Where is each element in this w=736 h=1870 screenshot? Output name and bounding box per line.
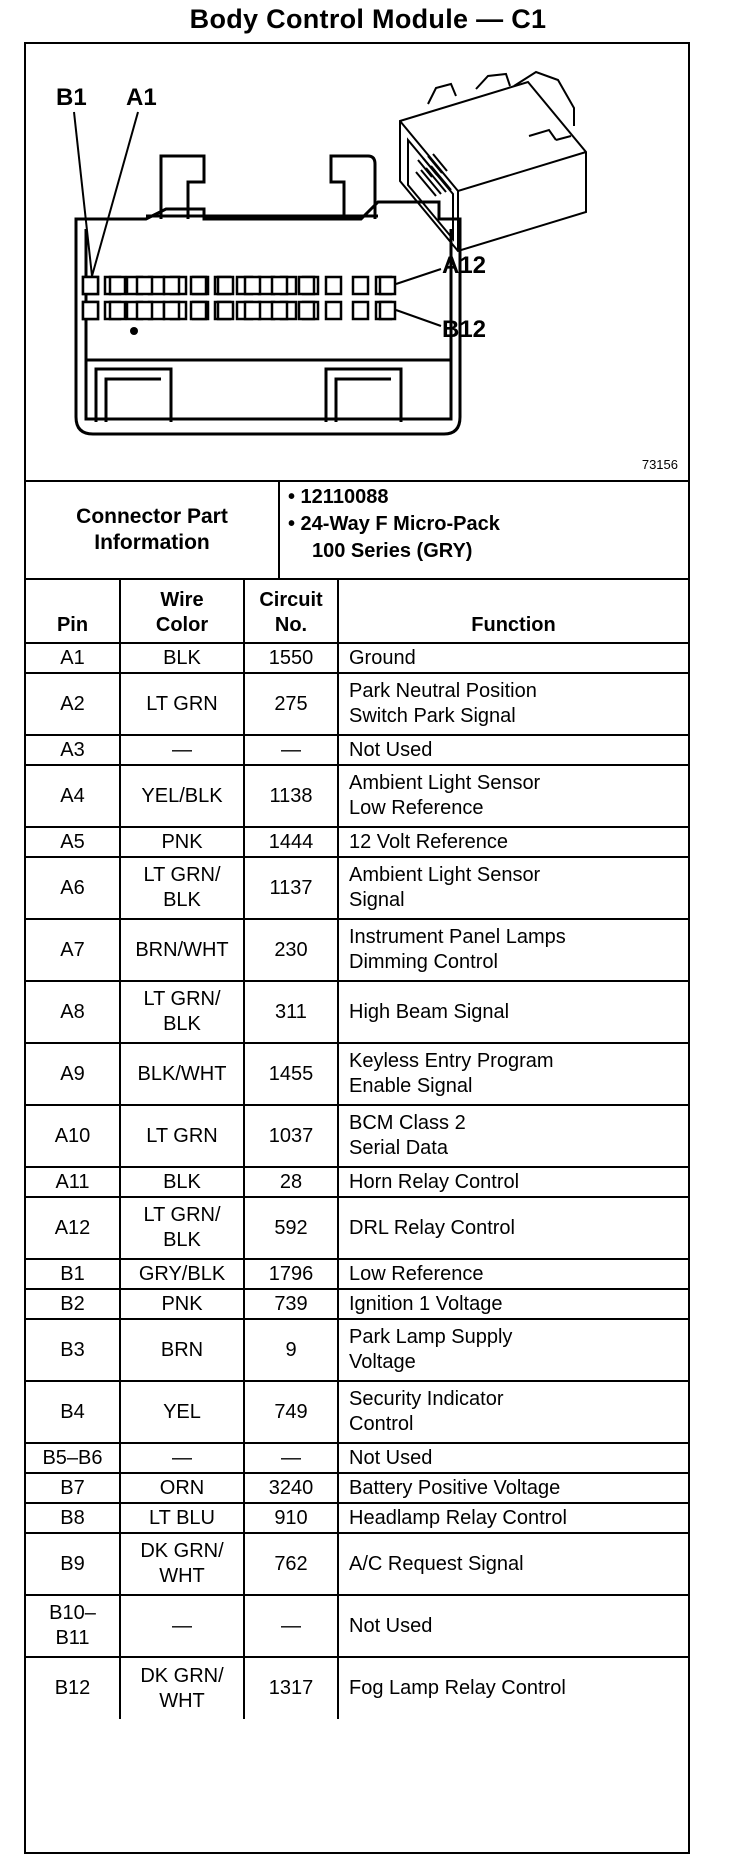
function-cell: Not Used — [338, 1443, 688, 1473]
circuit-cell: 739 — [244, 1289, 338, 1319]
pin-cell: A3 — [26, 735, 120, 765]
wire-color-cell: DK GRN/ WHT — [120, 1657, 244, 1719]
label-a12: A12 — [442, 252, 487, 279]
connector-label-line-1: Connector Part — [76, 505, 228, 528]
wire-color-cell: — — [120, 1443, 244, 1473]
function-cell: Ignition 1 Voltage — [338, 1289, 688, 1319]
wire-color-cell: BRN/WHT — [120, 919, 244, 981]
table-row — [26, 1043, 688, 1105]
wire-color-cell: LT GRN/ BLK — [120, 857, 244, 919]
table-row — [26, 1105, 688, 1167]
circuit-cell: 1550 — [244, 643, 338, 673]
wire-color-cell: BLK — [120, 643, 244, 673]
table-row — [26, 1197, 688, 1259]
circuit-cell: — — [244, 1595, 338, 1657]
circuit-cell: 1444 — [244, 827, 338, 857]
circuit-cell: 275 — [244, 673, 338, 735]
page-title: Body Control Module — C1 — [189, 4, 547, 34]
pin-cell: A7 — [26, 919, 120, 981]
header-function: Function — [338, 580, 688, 643]
connector-iso-view — [400, 72, 586, 251]
part-number: • 12110088 — [288, 486, 389, 508]
table-row — [26, 827, 688, 857]
wire-color-cell: YEL/BLK — [120, 765, 244, 827]
header-pin: Pin — [26, 580, 120, 643]
function-cell: Ambient Light Sensor Low Reference — [338, 765, 688, 827]
function-cell: Instrument Panel Lamps Dimming Control — [338, 919, 688, 981]
function-cell: Horn Relay Control — [338, 1167, 688, 1197]
pin-table-header — [26, 580, 688, 643]
pin-cell: B1 — [26, 1259, 120, 1289]
circuit-cell: 762 — [244, 1533, 338, 1595]
wire-color-cell: DK GRN/ WHT — [120, 1533, 244, 1595]
circuit-cell: 28 — [244, 1167, 338, 1197]
circuit-cell: 592 — [244, 1197, 338, 1259]
pin-cell: A2 — [26, 673, 120, 735]
header-circuit-no: Circuit No. — [244, 580, 338, 643]
pin-cell: A8 — [26, 981, 120, 1043]
table-row — [26, 1167, 688, 1197]
circuit-cell: 1138 — [244, 765, 338, 827]
pin-cell: A1 — [26, 643, 120, 673]
wire-color-cell: ORN — [120, 1473, 244, 1503]
wire-color-cell: BLK/WHT — [120, 1043, 244, 1105]
function-cell: Not Used — [338, 1595, 688, 1657]
pin-cell: B2 — [26, 1289, 120, 1319]
wire-color-cell: LT BLU — [120, 1503, 244, 1533]
header-wire-color: Wire Color — [120, 580, 244, 643]
connector-part-info-label — [26, 482, 280, 578]
table-row — [26, 1381, 688, 1443]
circuit-cell: — — [244, 1443, 338, 1473]
table-row — [26, 919, 688, 981]
function-cell: 12 Volt Reference — [338, 827, 688, 857]
function-cell: Park Neutral Position Switch Park Signal — [338, 673, 688, 735]
connector-description-line-2: 100 Series (GRY) — [312, 540, 473, 562]
label-a1: A1 — [126, 84, 157, 111]
table-row — [26, 765, 688, 827]
figure-number: 73156 — [641, 457, 678, 472]
function-cell: Ground — [338, 643, 688, 673]
wire-color-cell: BLK — [120, 1167, 244, 1197]
table-row — [26, 1443, 688, 1473]
table-row — [26, 981, 688, 1043]
connector-label-line-2: Information — [94, 531, 210, 554]
wire-color-cell: YEL — [120, 1381, 244, 1443]
function-cell: A/C Request Signal — [338, 1533, 688, 1595]
circuit-cell: 749 — [244, 1381, 338, 1443]
pin-cell: A6 — [26, 857, 120, 919]
wire-color-cell: PNK — [120, 827, 244, 857]
pin-cell: A4 — [26, 765, 120, 827]
connector-description-line-1: • 24-Way F Micro-Pack — [288, 513, 500, 535]
circuit-cell: 1455 — [244, 1043, 338, 1105]
circuit-cell: 311 — [244, 981, 338, 1043]
wire-color-cell: — — [120, 735, 244, 765]
table-row — [26, 643, 688, 673]
table-row — [26, 735, 688, 765]
pin-cell: B10– B11 — [26, 1595, 120, 1657]
wire-color-cell: PNK — [120, 1289, 244, 1319]
pin-cavities — [83, 277, 391, 319]
pin-cell: A12 — [26, 1197, 120, 1259]
table-row — [26, 1319, 688, 1381]
circuit-cell: 1317 — [244, 1657, 338, 1719]
table-row — [26, 673, 688, 735]
pin-cell: B7 — [26, 1473, 120, 1503]
function-cell: Fog Lamp Relay Control — [338, 1657, 688, 1719]
function-cell: DRL Relay Control — [338, 1197, 688, 1259]
pin-cell: B5–B6 — [26, 1443, 120, 1473]
function-cell: Headlamp Relay Control — [338, 1503, 688, 1533]
label-b12: B12 — [442, 316, 487, 343]
pin-cell: B9 — [26, 1533, 120, 1595]
pin-cell: B3 — [26, 1319, 120, 1381]
table-row — [26, 1503, 688, 1533]
pin-cell: A11 — [26, 1167, 120, 1197]
pin-cell: B4 — [26, 1381, 120, 1443]
connector-chart — [24, 42, 690, 1854]
table-row — [26, 1289, 688, 1319]
connector-diagram — [26, 44, 688, 482]
circuit-cell: 1037 — [244, 1105, 338, 1167]
wire-color-cell: LT GRN — [120, 673, 244, 735]
function-cell: BCM Class 2 Serial Data — [338, 1105, 688, 1167]
function-cell: Park Lamp Supply Voltage — [338, 1319, 688, 1381]
wire-color-cell: BRN — [120, 1319, 244, 1381]
table-row — [26, 1473, 688, 1503]
wire-color-cell: GRY/BLK — [120, 1259, 244, 1289]
function-cell: High Beam Signal — [338, 981, 688, 1043]
function-cell: Not Used — [338, 735, 688, 765]
table-row — [26, 857, 688, 919]
function-cell: Low Reference — [338, 1259, 688, 1289]
circuit-cell: 1796 — [244, 1259, 338, 1289]
table-row — [26, 1533, 688, 1595]
function-cell: Keyless Entry Program Enable Signal — [338, 1043, 688, 1105]
wire-color-cell: LT GRN — [120, 1105, 244, 1167]
wire-color-cell: LT GRN/ BLK — [120, 981, 244, 1043]
function-cell: Ambient Light Sensor Signal — [338, 857, 688, 919]
circuit-cell: — — [244, 735, 338, 765]
pin-cell: B8 — [26, 1503, 120, 1533]
pin-cell: A9 — [26, 1043, 120, 1105]
pin-cell: A5 — [26, 827, 120, 857]
label-b1: B1 — [56, 84, 87, 111]
table-row — [26, 1657, 688, 1719]
circuit-cell: 9 — [244, 1319, 338, 1381]
circuit-cell: 1137 — [244, 857, 338, 919]
pin-cell: A10 — [26, 1105, 120, 1167]
table-row — [26, 1259, 688, 1289]
wire-color-cell: LT GRN/ BLK — [120, 1197, 244, 1259]
table-row — [26, 1595, 688, 1657]
circuit-cell: 3240 — [244, 1473, 338, 1503]
pin-cell: B12 — [26, 1657, 120, 1719]
circuit-cell: 230 — [244, 919, 338, 981]
pin-table — [26, 580, 688, 1719]
circuit-cell: 910 — [244, 1503, 338, 1533]
wire-color-cell: — — [120, 1595, 244, 1657]
connector-part-details — [288, 484, 500, 565]
function-cell: Security Indicator Control — [338, 1381, 688, 1443]
connector-part-info — [26, 482, 688, 580]
function-cell: Battery Positive Voltage — [338, 1473, 688, 1503]
